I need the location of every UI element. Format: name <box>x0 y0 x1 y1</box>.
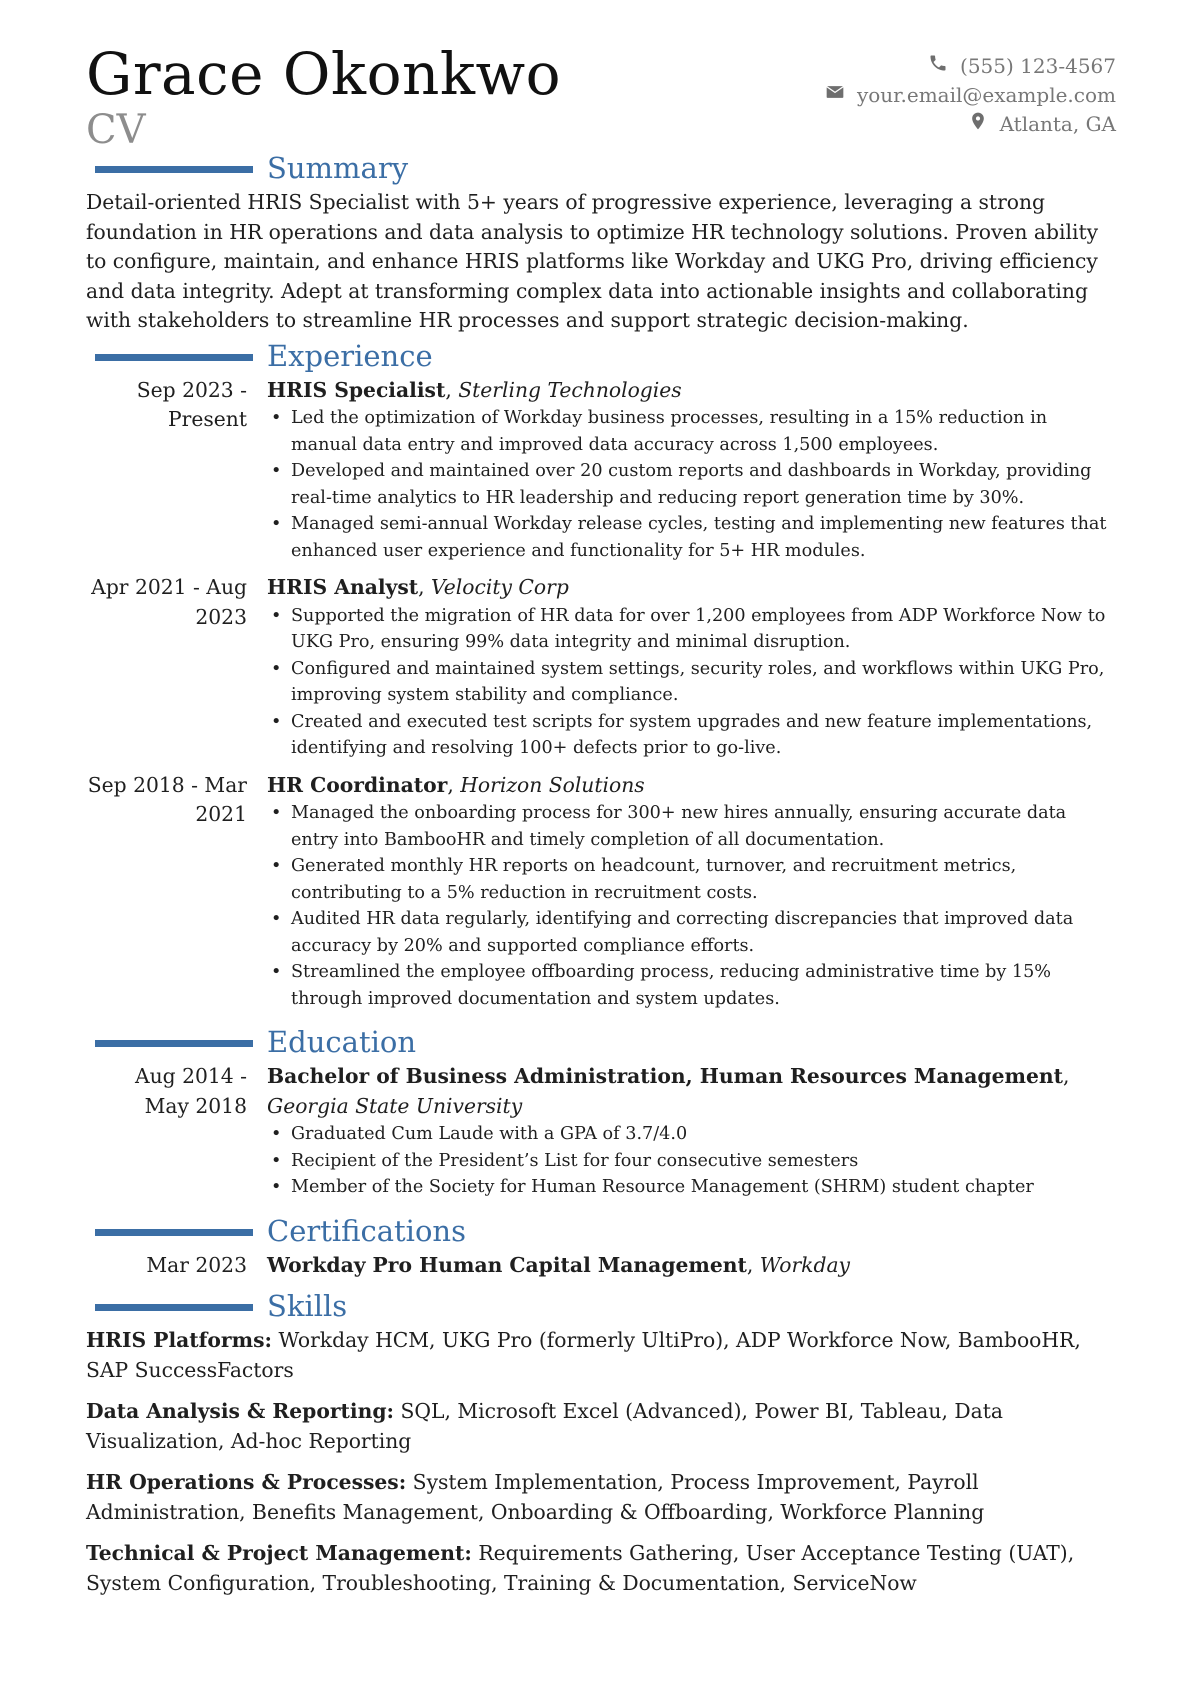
section-title: Summary <box>267 151 409 185</box>
education-heading <box>86 1024 1116 1062</box>
role-line: HRIS Analyst, Velocity Corp <box>267 575 569 599</box>
certification-line: Workday Pro Human Capital Management, Workday <box>267 1252 850 1277</box>
skill-item <box>86 1468 1116 1527</box>
skill-label: Technical & Project Management: <box>86 1541 472 1565</box>
education-entry <box>86 1062 1116 1201</box>
list-item: • Member of the Society for Human Resource Management (SHRM) student chapter <box>291 1174 1116 1201</box>
skill-value: SQL, Microsoft Excel (Advanced), Power BI, Tableau, Data Visualization, Ad-hoc Reporting <box>86 1399 1003 1453</box>
contact-phone <box>825 52 1116 81</box>
list-item: • Managed the onboarding process for 300+ new hires annually, ensuring accurate data entry into BambooHR and timely completion of all documentation. <box>291 800 1116 853</box>
entry-content <box>267 1062 1116 1201</box>
section-title: Skills <box>267 1289 348 1323</box>
employer: Sterling Technologies <box>458 377 682 402</box>
contact-email <box>825 81 1116 110</box>
cv-page <box>86 0 1116 1610</box>
entry-dates: Aug 2014 - May 2018 <box>134 1064 247 1118</box>
candidate-name: Grace Okonkwo <box>86 40 562 108</box>
section-bar <box>95 1229 253 1236</box>
job-title: HRIS Analyst <box>267 575 419 599</box>
bullet-list <box>267 800 1116 1012</box>
list-item: • Generated monthly HR reports on headcount, turnover, and recruitment metrics, contributing to a 5% reduction in recruitment costs. <box>291 853 1116 906</box>
section-title: Education <box>267 1025 417 1059</box>
certification-name: Workday Pro Human Capital Management <box>267 1252 747 1277</box>
certification-entry <box>86 1251 1116 1281</box>
summary-heading <box>86 150 1116 188</box>
skill-value: System Implementation, Process Improvement, Payroll Administration, Benefits Management, Onboarding & Offboarding, Workforce Planning <box>86 1470 985 1524</box>
skill-item <box>86 1326 1116 1385</box>
skill-label: HRIS Platforms: <box>86 1328 272 1352</box>
employer: Horizon Solutions <box>460 772 645 797</box>
entry-content <box>267 376 1116 565</box>
skill-label: HR Operations & Processes: <box>86 1470 407 1494</box>
phone-icon <box>928 52 948 81</box>
skill-label: Data Analysis & Reporting: <box>86 1399 395 1423</box>
list-item: • Created and executed test scripts for system upgrades and new feature implementations, identifying and resolving 100+ defects prior to go-live. <box>291 709 1116 762</box>
list-item: • Recipient of the President’s List for four consecutive semesters <box>291 1148 1116 1175</box>
role-line: HRIS Specialist, Sterling Technologies <box>267 377 682 402</box>
skills-heading <box>86 1288 1116 1326</box>
email-address[interactable]: your.email@example.com <box>856 83 1116 107</box>
list-item: • Managed semi-annual Workday release cycles, testing and implementing new features that enhanced user experience and functionality for 5+ HR modules. <box>291 511 1116 564</box>
entry-dates: Sep 2023 - Present <box>136 377 247 431</box>
degree-line: Bachelor of Business Administration, Human Resources Management, Georgia State University <box>267 1064 1070 1118</box>
experience-entry <box>86 573 1116 762</box>
envelope-icon <box>825 81 845 110</box>
bullet-list <box>267 405 1116 564</box>
section-title: Experience <box>267 338 433 373</box>
entry-dates: Mar 2023 <box>146 1252 247 1277</box>
document-type: CV <box>86 107 146 153</box>
experience-heading <box>86 338 1116 376</box>
contact-block <box>825 52 1116 139</box>
list-item: • Audited HR data regularly, identifying and correcting discrepancies that improved data accuracy by 20% and supported compliance efforts. <box>291 906 1116 959</box>
employer: Velocity Corp <box>431 575 569 599</box>
location-text: Atlanta, GA <box>999 112 1116 136</box>
section-bar <box>95 166 253 173</box>
entry-dates: Apr 2021 - Aug 2023 <box>91 575 247 629</box>
degree: Bachelor of Business Administration, Human Resources Management <box>267 1064 1063 1088</box>
skill-value: Workday HCM, UKG Pro (formerly UltiPro), ADP Workforce Now, BambooHR, SAP SuccessFactors <box>86 1328 1081 1382</box>
section-bar <box>95 1040 253 1047</box>
list-item: • Developed and maintained over 20 custom reports and dashboards in Workday, providing real-time analytics to HR leadership and reducing report generation time by 30%. <box>291 458 1116 511</box>
location-pin-icon <box>968 110 988 139</box>
entry-content <box>267 1251 1116 1281</box>
job-title: HRIS Specialist <box>267 377 446 402</box>
role-line: HR Coordinator, Horizon Solutions <box>267 772 645 797</box>
skill-value: Requirements Gathering, User Acceptance Testing (UAT), System Configuration, Troubleshooting, Training & Documentation, ServiceNow <box>86 1541 1075 1595</box>
skill-item <box>86 1539 1116 1598</box>
list-item: • Led the optimization of Workday business processes, resulting in a 15% reduction in manual data entry and improved data accuracy across 1,500 employees. <box>291 405 1116 458</box>
experience-entry <box>86 376 1116 565</box>
entry-content <box>267 573 1116 762</box>
list-item: • Streamlined the employee offboarding process, reducing administrative time by 15% through improved documentation and system updates. <box>291 959 1116 1012</box>
summary-text: Detail-oriented HRIS Specialist with 5+ years of progressive experience, leveraging a strong foundation in HR operations and data analysis to optimize HR technology solutions. Proven ability to configure, maintain, and enhance HRIS platforms like Workday and UKG Pro, driving efficiency and data integrity. Adept at transforming complex data into actionable insights and collaborating with stakeholders to streamline HR processes and support strategic decision-making. <box>86 190 1099 332</box>
job-title: HR Coordinator <box>267 772 448 797</box>
bullet-list <box>267 1121 1116 1201</box>
certifications-heading <box>86 1213 1116 1251</box>
list-item: • Supported the migration of HR data for over 1,200 employees from ADP Workforce Now to UKG Pro, ensuring 99% data integrity and minimal disruption. <box>291 603 1116 656</box>
issuer: Workday <box>759 1252 850 1277</box>
phone-number[interactable]: (555) 123-4567 <box>960 54 1116 78</box>
entry-dates: Sep 2018 - Mar 2021 <box>87 772 247 826</box>
contact-location <box>825 110 1116 139</box>
list-item: • Graduated Cum Laude with a GPA of 3.7/4.0 <box>291 1121 1116 1148</box>
section-bar <box>95 354 253 361</box>
list-item: • Configured and maintained system settings, security roles, and workflows within UKG Pro, improving system stability and compliance. <box>291 656 1116 709</box>
entry-content <box>267 771 1116 1013</box>
section-title: Certifications <box>267 1213 466 1248</box>
bullet-list <box>267 603 1116 762</box>
section-bar <box>95 1304 253 1311</box>
header <box>86 0 1116 153</box>
experience-entry <box>86 771 1116 1013</box>
school: Georgia State University <box>267 1093 523 1118</box>
skill-item <box>86 1397 1116 1456</box>
